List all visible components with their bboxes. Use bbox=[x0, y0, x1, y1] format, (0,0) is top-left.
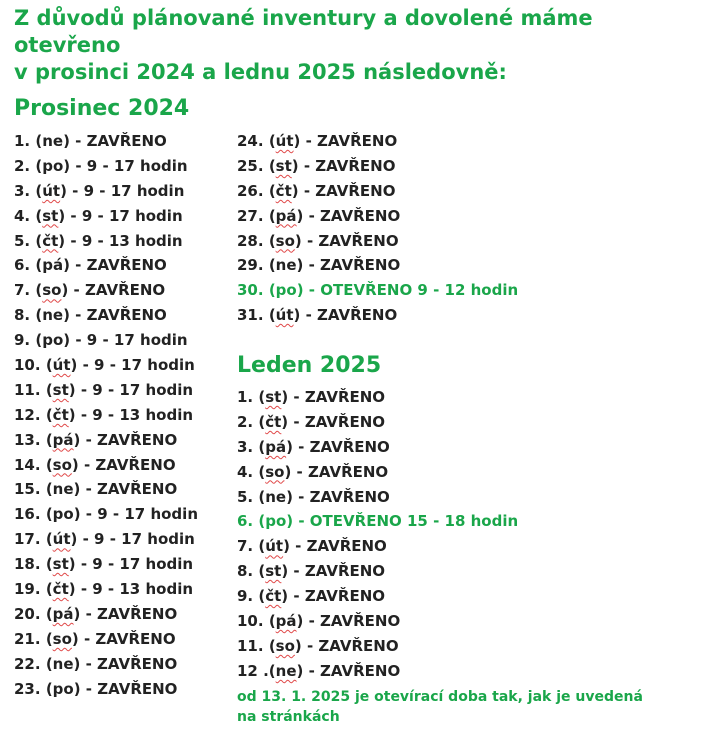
schedule-row bbox=[237, 154, 518, 179]
day-number: 3. bbox=[237, 437, 254, 456]
status-text: - ZAVŘENO bbox=[288, 587, 386, 606]
schedule-row bbox=[14, 453, 198, 478]
paren-close: ) bbox=[281, 587, 289, 606]
paren-close: ) bbox=[73, 679, 81, 698]
paren-close: ) bbox=[294, 231, 302, 250]
day-number: 21. bbox=[14, 629, 41, 648]
status-text: - ZAVŘENO bbox=[80, 430, 178, 449]
paren-open: ( bbox=[45, 604, 53, 623]
paren-close: ) bbox=[296, 281, 304, 300]
weekday: ne bbox=[275, 661, 297, 680]
status-text: - ZAVŘENO bbox=[288, 412, 386, 431]
schedule-row bbox=[14, 428, 198, 453]
status-text: - ZAVŘENO bbox=[288, 388, 386, 406]
weekday: út bbox=[42, 181, 61, 200]
paren-open: ( bbox=[258, 512, 266, 531]
day-number: 23. bbox=[14, 679, 41, 698]
day-number: 20. bbox=[14, 604, 41, 623]
paren-open: ( bbox=[268, 636, 276, 655]
weekday: ne bbox=[42, 306, 64, 325]
weekday: po bbox=[265, 512, 287, 531]
weekday: po bbox=[52, 679, 74, 698]
day-number: 8. bbox=[14, 306, 31, 325]
weekday: út bbox=[52, 356, 71, 375]
paren-open: ( bbox=[45, 405, 53, 424]
weekday: so bbox=[52, 629, 72, 648]
paren-open: ( bbox=[258, 388, 266, 406]
schedule-row bbox=[14, 378, 198, 403]
paren-close: ) bbox=[291, 181, 299, 200]
weekday: st bbox=[275, 156, 292, 175]
schedule-row bbox=[14, 502, 198, 527]
schedule-row bbox=[237, 253, 518, 278]
weekday: pá bbox=[42, 256, 64, 275]
weekday: ne bbox=[52, 480, 74, 499]
day-number: 29. bbox=[237, 256, 264, 275]
paren-open: ( bbox=[268, 306, 276, 325]
paren-open: ( bbox=[35, 206, 43, 225]
schedule-row-open bbox=[237, 278, 518, 303]
headline bbox=[14, 5, 704, 86]
paren-open: ( bbox=[268, 156, 276, 175]
day-number: 31. bbox=[237, 306, 264, 325]
schedule-row bbox=[14, 253, 198, 278]
day-number: 2. bbox=[237, 412, 254, 431]
schedule-row bbox=[237, 659, 518, 684]
paren-close: ) bbox=[73, 654, 81, 673]
status-text: - 9 - 17 hodin bbox=[77, 530, 195, 549]
schedule-row bbox=[237, 204, 518, 229]
weekday: čt bbox=[42, 231, 59, 250]
status-text: - ZAVŘENO bbox=[69, 306, 167, 325]
weekday: út bbox=[265, 537, 284, 556]
day-number: 1. bbox=[237, 388, 254, 406]
day-number: 18. bbox=[14, 555, 41, 574]
day-number: 5. bbox=[14, 231, 31, 250]
status-text: - OTEVŘENO 9 - 12 hodin bbox=[303, 281, 519, 300]
paren-close: ) bbox=[284, 462, 292, 481]
schedule-row bbox=[14, 577, 198, 602]
paren-open: ( bbox=[35, 132, 43, 150]
weekday: út bbox=[275, 132, 294, 150]
paren-open: ( bbox=[45, 380, 53, 399]
schedule-row bbox=[237, 460, 518, 485]
status-text: - ZAVŘENO bbox=[301, 231, 399, 250]
schedule-row bbox=[14, 552, 198, 577]
day-number: 5. bbox=[237, 487, 254, 506]
january-title: Leden 2025 bbox=[237, 353, 382, 378]
day-number: 11. bbox=[237, 636, 264, 655]
status-text: - ZAVŘENO bbox=[69, 132, 167, 150]
day-number: 28. bbox=[237, 231, 264, 250]
schedule-row bbox=[237, 534, 518, 559]
day-number: 2. bbox=[14, 156, 31, 175]
paren-close: ) bbox=[73, 604, 81, 623]
paren-open: ( bbox=[268, 231, 276, 250]
paren-close: ) bbox=[63, 256, 70, 275]
status-text: - ZAVŘENO bbox=[69, 256, 167, 275]
schedule-row bbox=[14, 602, 198, 627]
day-number: 12. bbox=[14, 405, 41, 424]
paren-open: ( bbox=[268, 256, 276, 275]
weekday: ne bbox=[265, 487, 287, 506]
paren-close: ) bbox=[286, 487, 293, 506]
day-number: 9. bbox=[14, 331, 31, 350]
day-number: 12 bbox=[237, 661, 258, 680]
schedule-row bbox=[14, 527, 198, 552]
paren-open: ( bbox=[45, 505, 53, 524]
paren-open: ( bbox=[45, 555, 53, 574]
day-number: 6. bbox=[237, 512, 254, 531]
january-list bbox=[237, 385, 518, 684]
status-text: - ZAVŘENO bbox=[68, 281, 166, 300]
status-text: - OTEVŘENO 15 - 18 hodin bbox=[293, 512, 519, 531]
schedule-row bbox=[14, 652, 198, 677]
status-text: - ZAVŘENO bbox=[289, 537, 387, 556]
paren-close: ) bbox=[68, 555, 76, 574]
status-text: - ZAVŘENO bbox=[80, 604, 178, 623]
schedule-row bbox=[237, 410, 518, 435]
status-text: - 9 - 17 hodin bbox=[65, 206, 183, 225]
paren-close: ) bbox=[73, 430, 81, 449]
status-text: - ZAVŘENO bbox=[301, 636, 399, 655]
day-number: 14. bbox=[14, 455, 41, 474]
day-number: 26. bbox=[237, 181, 264, 200]
status-text: - ZAVŘENO bbox=[80, 480, 178, 499]
weekday: ne bbox=[275, 256, 297, 275]
day-number: 9. bbox=[237, 587, 254, 606]
schedule-row bbox=[14, 129, 198, 154]
paren-open: ( bbox=[268, 132, 276, 150]
day-number: 13. bbox=[14, 430, 41, 449]
weekday: út bbox=[275, 306, 294, 325]
day-number: 4. bbox=[14, 206, 31, 225]
paren-open: ( bbox=[35, 156, 43, 175]
paren-close: ) bbox=[58, 206, 66, 225]
schedule-row bbox=[237, 129, 518, 154]
paren-open: ( bbox=[268, 281, 276, 300]
paren-open: ( bbox=[45, 580, 53, 599]
weekday: čt bbox=[275, 181, 292, 200]
weekday: so bbox=[275, 636, 295, 655]
headline-line-2: v prosinci 2024 a lednu 2025 následovně: bbox=[14, 60, 507, 84]
schedule-row bbox=[14, 303, 198, 328]
paren-close: ) bbox=[293, 306, 301, 325]
paren-close: ) bbox=[283, 537, 290, 556]
december-list-left bbox=[14, 129, 198, 701]
headline-line-1: Z důvodů plánované inventury a dovolené máme otevřeno bbox=[14, 6, 593, 57]
december-title: Prosinec 2024 bbox=[14, 96, 190, 121]
status-text: - ZAVŘENO bbox=[78, 455, 176, 474]
schedule-row bbox=[237, 435, 518, 460]
paren-open: ( bbox=[258, 437, 266, 456]
status-text: - ZAVŘENO bbox=[300, 132, 398, 150]
day-number: 11. bbox=[14, 380, 41, 399]
paren-close: ) bbox=[71, 629, 79, 648]
paren-close: ) bbox=[281, 388, 289, 406]
weekday: so bbox=[275, 231, 295, 250]
schedule-row bbox=[14, 278, 198, 303]
status-text: - ZAVŘENO bbox=[303, 206, 401, 225]
weekday: čt bbox=[265, 412, 282, 431]
day-number: 7. bbox=[14, 281, 31, 300]
paren-close: ) bbox=[63, 156, 71, 175]
status-text: - 9 - 17 hodin bbox=[70, 156, 188, 175]
status-text: - 9 - 13 hodin bbox=[75, 580, 194, 599]
paren-close: ) bbox=[296, 256, 304, 275]
paren-open: ( bbox=[258, 487, 266, 506]
status-text: - 9 - 17 hodin bbox=[66, 181, 185, 200]
day-number: 1. bbox=[14, 132, 31, 150]
paren-close: ) bbox=[68, 405, 76, 424]
schedule-row bbox=[237, 179, 518, 204]
schedule-row-open bbox=[237, 509, 518, 534]
schedule-row bbox=[14, 154, 198, 179]
status-text: - ZAVŘENO bbox=[298, 181, 396, 200]
day-number: 19. bbox=[14, 580, 41, 599]
weekday: pá bbox=[275, 206, 297, 225]
paren-open: ( bbox=[268, 206, 276, 225]
schedule-row bbox=[14, 328, 198, 353]
day-number: 22. bbox=[14, 654, 41, 673]
weekday: po bbox=[42, 331, 64, 350]
paren-open: ( bbox=[258, 587, 266, 606]
opening-hours-note: od 13. 1. 2025 je otevírací doba tak, jak je uvedená na stránkách bbox=[237, 689, 643, 725]
paren-close: ) bbox=[296, 206, 304, 225]
paren-open: ( bbox=[35, 256, 43, 275]
status-text: - ZAVŘENO bbox=[292, 487, 390, 506]
status-text: - 9 - 17 hodin bbox=[70, 331, 188, 350]
day-number: 24. bbox=[237, 132, 264, 150]
schedule-row bbox=[237, 385, 518, 410]
day-number: 15. bbox=[14, 480, 41, 499]
paren-close: ) bbox=[291, 156, 299, 175]
paren-close: ) bbox=[58, 231, 66, 250]
december-list-right bbox=[237, 129, 518, 328]
weekday: pá bbox=[52, 430, 74, 449]
paren-close: ) bbox=[70, 530, 78, 549]
status-text: - 9 - 17 hodin bbox=[80, 505, 198, 524]
paren-open: ( bbox=[35, 281, 43, 300]
schedule-row bbox=[237, 559, 518, 584]
paren-open: ( bbox=[45, 356, 53, 375]
status-text: - ZAVŘENO bbox=[78, 629, 176, 648]
paren-close: ) bbox=[60, 181, 67, 200]
paren-open: ( bbox=[268, 181, 276, 200]
schedule-row bbox=[14, 627, 198, 652]
weekday: čt bbox=[52, 405, 69, 424]
paren-close: ) bbox=[63, 132, 70, 150]
weekday: st bbox=[52, 380, 69, 399]
weekday: čt bbox=[52, 580, 69, 599]
paren-open: ( bbox=[35, 181, 43, 200]
schedule-row bbox=[237, 584, 518, 609]
day-number: 4. bbox=[237, 462, 254, 481]
paren-open: ( bbox=[45, 480, 53, 499]
weekday: pá bbox=[275, 612, 297, 631]
paren-close: ) bbox=[281, 562, 289, 581]
day-number: 30. bbox=[237, 281, 264, 300]
status-text: - 9 - 17 hodin bbox=[75, 555, 194, 574]
paren-open: ( bbox=[268, 612, 276, 631]
day-number: 10. bbox=[237, 612, 264, 631]
paren-close: ) bbox=[63, 306, 70, 325]
weekday: so bbox=[52, 455, 72, 474]
paren-close: ) bbox=[281, 412, 289, 431]
paren-close: ) bbox=[63, 331, 71, 350]
status-text: - ZAVŘENO bbox=[303, 256, 401, 275]
weekday: po bbox=[52, 505, 74, 524]
weekday: ne bbox=[42, 132, 64, 150]
status-text: - 9 - 13 hodin bbox=[75, 405, 194, 424]
status-text: - 9 - 13 hodin bbox=[65, 231, 183, 250]
weekday: st bbox=[52, 555, 69, 574]
weekday: st bbox=[265, 388, 282, 406]
status-text: - 9 - 17 hodin bbox=[75, 380, 194, 399]
paren-close: ) bbox=[71, 455, 79, 474]
schedule-row bbox=[237, 485, 518, 510]
paren-open: ( bbox=[45, 629, 53, 648]
status-text: - ZAVŘENO bbox=[292, 437, 390, 456]
paren-open: ( bbox=[35, 306, 43, 325]
paren-close: ) bbox=[293, 132, 301, 150]
paren-open: .( bbox=[263, 661, 276, 680]
schedule-row bbox=[14, 353, 198, 378]
paren-open: ( bbox=[45, 455, 53, 474]
paren-close: ) bbox=[286, 437, 293, 456]
day-number: 3. bbox=[14, 181, 31, 200]
day-number: 27. bbox=[237, 206, 264, 225]
status-text: - ZAVŘENO bbox=[80, 654, 178, 673]
weekday: út bbox=[52, 530, 71, 549]
paren-close: ) bbox=[296, 661, 304, 680]
paren-open: ( bbox=[45, 530, 53, 549]
paren-close: ) bbox=[294, 636, 302, 655]
weekday: po bbox=[42, 156, 64, 175]
day-number: 25. bbox=[237, 156, 264, 175]
status-text: - ZAVŘENO bbox=[298, 156, 396, 175]
day-number: 7. bbox=[237, 537, 254, 556]
schedule-row bbox=[14, 403, 198, 428]
paren-open: ( bbox=[35, 331, 43, 350]
paren-open: ( bbox=[45, 654, 53, 673]
paren-close: ) bbox=[68, 380, 76, 399]
schedule-row bbox=[237, 634, 518, 659]
paren-open: ( bbox=[258, 562, 266, 581]
schedule-row bbox=[237, 303, 518, 328]
schedule-row bbox=[14, 204, 198, 229]
status-text: - ZAVŘENO bbox=[80, 679, 178, 698]
paren-close: ) bbox=[68, 580, 76, 599]
weekday: čt bbox=[265, 587, 282, 606]
weekday: so bbox=[42, 281, 62, 300]
weekday: pá bbox=[265, 437, 287, 456]
status-text: - ZAVŘENO bbox=[303, 661, 401, 680]
weekday: st bbox=[265, 562, 282, 581]
weekday: ne bbox=[52, 654, 74, 673]
day-number: 6. bbox=[14, 256, 31, 275]
weekday: so bbox=[265, 462, 285, 481]
paren-close: ) bbox=[61, 281, 69, 300]
paren-open: ( bbox=[258, 537, 266, 556]
status-text: - ZAVŘENO bbox=[288, 562, 386, 581]
day-number: 17. bbox=[14, 530, 41, 549]
status-text: - ZAVŘENO bbox=[303, 612, 401, 631]
weekday: pá bbox=[52, 604, 74, 623]
paren-close: ) bbox=[296, 612, 304, 631]
status-text: - ZAVŘENO bbox=[291, 462, 389, 481]
paren-close: ) bbox=[73, 505, 81, 524]
schedule-row bbox=[14, 229, 198, 254]
paren-open: ( bbox=[35, 231, 43, 250]
status-text: - 9 - 17 hodin bbox=[77, 356, 195, 375]
paren-close: ) bbox=[286, 512, 294, 531]
weekday: po bbox=[275, 281, 297, 300]
paren-open: ( bbox=[258, 462, 266, 481]
paren-close: ) bbox=[70, 356, 78, 375]
weekday: st bbox=[42, 206, 59, 225]
paren-open: ( bbox=[258, 412, 266, 431]
paren-close: ) bbox=[73, 480, 81, 499]
day-number: 16. bbox=[14, 505, 41, 524]
schedule-row bbox=[14, 677, 198, 702]
schedule-row bbox=[14, 477, 198, 502]
schedule-row bbox=[237, 229, 518, 254]
status-text: - ZAVŘENO bbox=[300, 306, 398, 325]
day-number: 8. bbox=[237, 562, 254, 581]
schedule-row bbox=[14, 179, 198, 204]
day-number: 10. bbox=[14, 356, 41, 375]
paren-open: ( bbox=[45, 430, 53, 449]
paren-open: ( bbox=[45, 679, 53, 698]
schedule-row bbox=[237, 609, 518, 634]
